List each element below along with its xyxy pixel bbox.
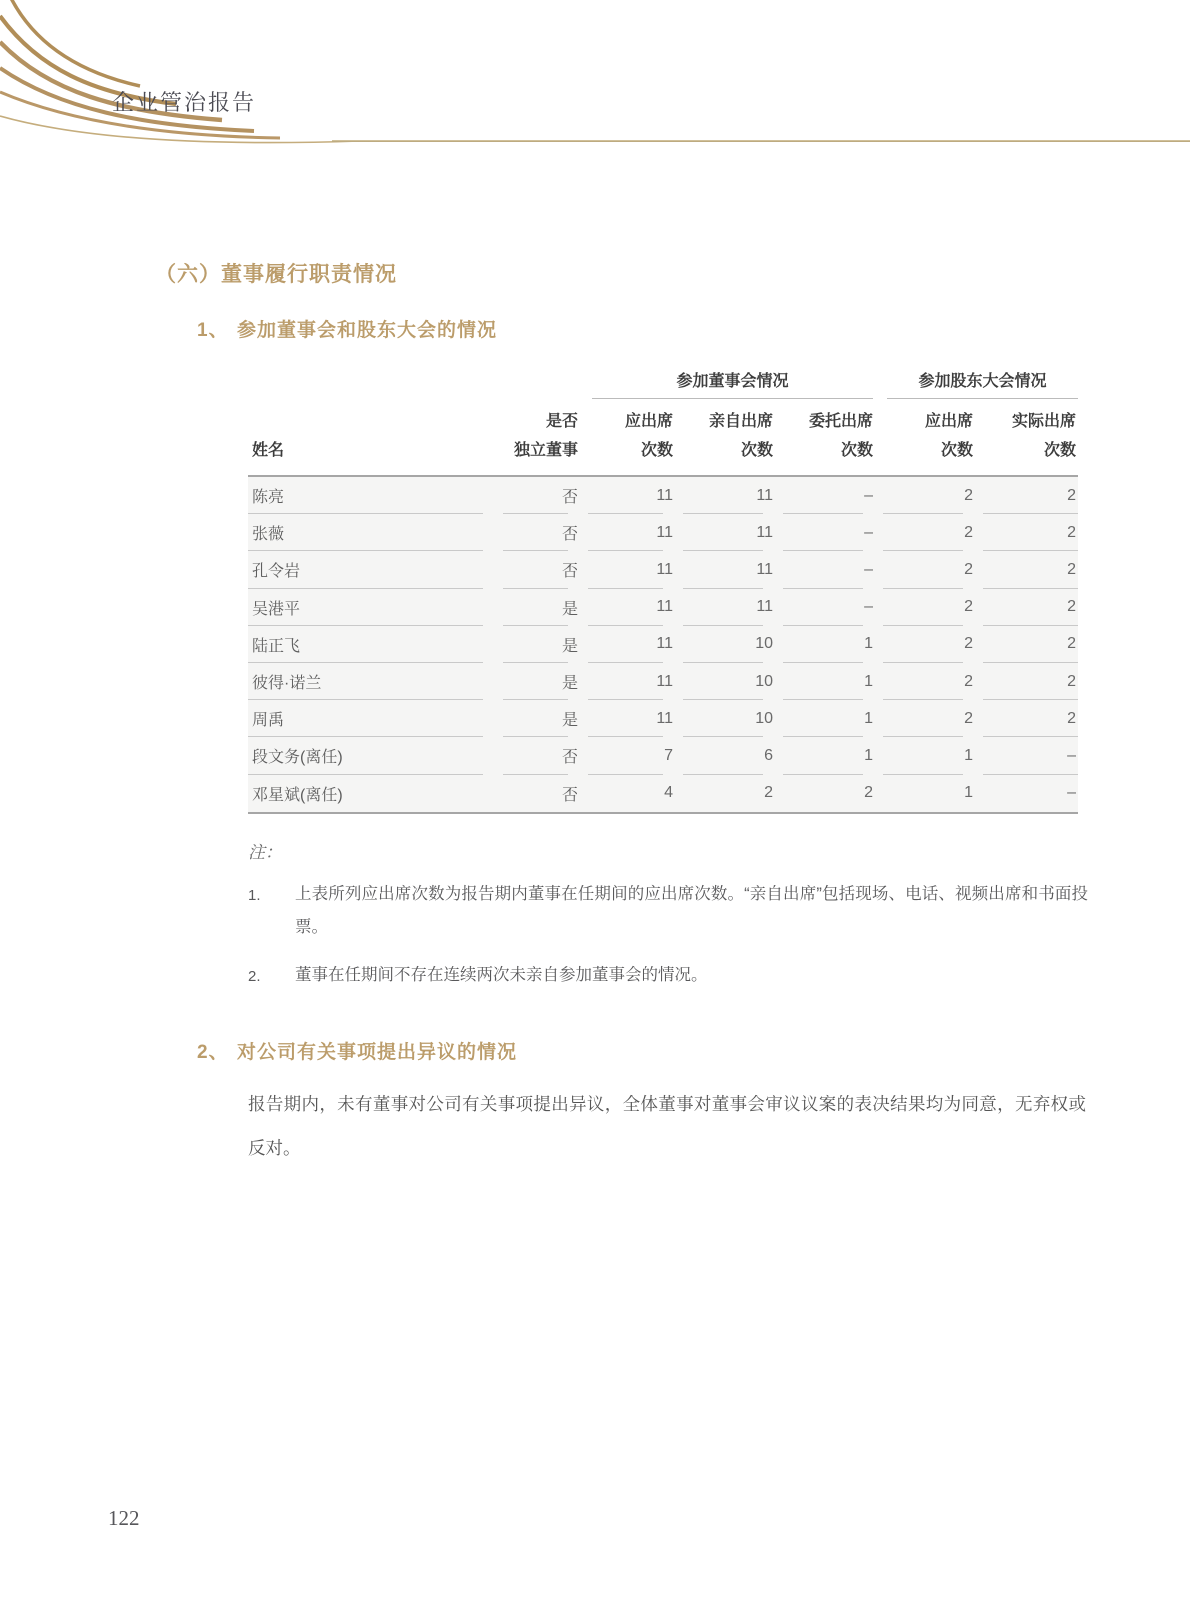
- director-name-cell: 段文务(离任): [248, 737, 493, 774]
- subsection-2-number: 2、: [197, 1041, 229, 1063]
- col-header-name: [248, 436, 493, 465]
- value-cell: 1: [773, 626, 873, 663]
- value-cell: 11: [673, 589, 773, 626]
- table-row: [248, 775, 1078, 812]
- main-content: [155, 258, 1090, 1170]
- subsection-2-heading: [197, 1037, 1090, 1064]
- director-name-cell: 周禹: [248, 700, 493, 737]
- col-header-line1: 委托出席: [808, 413, 873, 430]
- subsection-1-title: 参加董事会和股东大会的情况: [237, 320, 498, 341]
- table-column-header-row: [248, 399, 1078, 475]
- col-header-board-inperson: [673, 407, 773, 465]
- value-cell: 2: [873, 477, 973, 514]
- value-cell: 7: [578, 737, 673, 774]
- director-name-cell: 吴港平: [248, 589, 493, 626]
- value-cell: 1: [773, 663, 873, 700]
- note-text: 上表所列应出席次数为报告期内董事在任期间的应出席次数。“亲自出席”包括现场、电话、视频出席和书面投票。: [295, 884, 1088, 936]
- value-cell: 6: [673, 737, 773, 774]
- table-body: [248, 475, 1078, 814]
- value-cell: 否: [493, 477, 578, 514]
- col-header-sh-actual: [973, 407, 1078, 465]
- director-name-cell: 邓星斌(离任): [252, 786, 343, 804]
- notes-section: [248, 838, 1088, 993]
- value-cell: 11: [673, 514, 773, 551]
- table-row: [248, 551, 1078, 588]
- table-row: [248, 663, 1078, 700]
- col-header-line1: 亲自出席: [708, 413, 773, 430]
- value-cell: –: [973, 737, 1078, 774]
- header-divider: [332, 140, 1190, 142]
- subsection-2-paragraph: 报告期内，未有董事对公司有关事项提出异议，全体董事对董事会审议议案的表决结果均为同意，无弃权或反对。: [248, 1093, 1086, 1158]
- group-header-shareholders: 参加股东大会情况: [887, 367, 1078, 399]
- value-cell: 是: [493, 626, 578, 663]
- value-cell: 10: [673, 626, 773, 663]
- table-row: [248, 737, 1078, 774]
- director-name-cell: 陈亮: [248, 477, 493, 514]
- value-cell: 2: [973, 589, 1078, 626]
- value-cell: –: [773, 589, 873, 626]
- value-cell: 是: [493, 589, 578, 626]
- table-row: [248, 589, 1078, 626]
- col-header-line2: 次数: [940, 442, 973, 459]
- value-cell: 11: [578, 551, 673, 588]
- col-header-line2: 姓名: [252, 442, 285, 459]
- col-header-line1: 应出席: [624, 413, 673, 430]
- value-cell: 11: [578, 477, 673, 514]
- note-text: 董事在任期间不存在连续两次未亲自参加董事会的情况。: [295, 965, 708, 984]
- col-header-line1: 是否: [545, 413, 578, 430]
- value-cell: 否: [493, 737, 578, 774]
- col-header-independent: [493, 407, 578, 465]
- col-header-line2: 次数: [1043, 442, 1076, 459]
- value-cell: 1: [773, 700, 873, 737]
- value-cell: 2: [864, 784, 873, 802]
- value-cell: 2: [873, 514, 973, 551]
- director-name-cell: 彼得·诺兰: [248, 663, 493, 700]
- value-cell: 否: [493, 514, 578, 551]
- director-name-cell: 孔令岩: [248, 551, 493, 588]
- subsection-2-title: 对公司有关事项提出异议的情况: [237, 1041, 518, 1063]
- value-cell: 11: [578, 589, 673, 626]
- note-number: 2.: [248, 967, 261, 985]
- notes-label: 注：: [248, 842, 282, 862]
- value-cell: 11: [578, 700, 673, 737]
- value-cell: 2: [973, 626, 1078, 663]
- table-row: [248, 700, 1078, 737]
- group-header-spacer: [248, 367, 578, 399]
- subsection-1-number: 1、: [197, 320, 229, 341]
- value-cell: 2: [764, 784, 773, 802]
- value-cell: 10: [673, 700, 773, 737]
- value-cell: 2: [873, 663, 973, 700]
- value-cell: 1: [873, 737, 973, 774]
- section-heading: （六）董事履行职责情况: [155, 263, 397, 286]
- director-name-cell: 陆正飞: [248, 626, 493, 663]
- table-row: [248, 477, 1078, 514]
- value-cell: 2: [973, 700, 1078, 737]
- note-number: 1.: [248, 886, 261, 904]
- page-number: 122: [108, 1506, 140, 1530]
- table-row: [248, 514, 1078, 551]
- value-cell: 11: [578, 626, 673, 663]
- value-cell: 11: [578, 663, 673, 700]
- value-cell: 2: [973, 477, 1078, 514]
- col-header-line2: 独立董事: [513, 442, 578, 459]
- note-item-1: [248, 878, 1088, 944]
- value-cell: 4: [664, 784, 673, 802]
- attendance-table: [248, 367, 1078, 814]
- director-name-cell: 张薇: [248, 514, 493, 551]
- value-cell: 2: [973, 551, 1078, 588]
- col-header-line2: 次数: [640, 442, 673, 459]
- value-cell: 否: [493, 551, 578, 588]
- col-header-line2: 次数: [840, 442, 873, 459]
- value-cell: –: [773, 514, 873, 551]
- col-header-board-proxy: [773, 407, 873, 465]
- col-header-sh-required: [873, 407, 973, 465]
- table-row: [248, 626, 1078, 663]
- value-cell: 2: [973, 663, 1078, 700]
- subsection-1-heading: [197, 315, 1090, 342]
- col-header-line1: 应出席: [924, 413, 973, 430]
- group-header-board: 参加董事会情况: [592, 367, 873, 399]
- value-cell: 是: [493, 663, 578, 700]
- value-cell: 11: [673, 477, 773, 514]
- value-cell: 10: [673, 663, 773, 700]
- value-cell: 2: [873, 551, 973, 588]
- value-cell: –: [1067, 784, 1076, 802]
- value-cell: 2: [873, 700, 973, 737]
- value-cell: 1: [773, 737, 873, 774]
- value-cell: 2: [873, 626, 973, 663]
- note-item-2: [248, 959, 1088, 993]
- col-header-board-required: [578, 407, 673, 465]
- value-cell: 是: [493, 700, 578, 737]
- gold-swoosh-icon: [0, 0, 360, 160]
- value-cell: 否: [561, 786, 578, 804]
- value-cell: 2: [973, 514, 1078, 551]
- doc-header-title: 企业管治报告: [112, 90, 257, 115]
- value-cell: –: [773, 551, 873, 588]
- col-header-line1: 实际出席: [1011, 413, 1076, 430]
- value-cell: 11: [673, 551, 773, 588]
- col-header-line2: 次数: [740, 442, 773, 459]
- table-group-header-row: [248, 367, 1078, 399]
- value-cell: 1: [964, 784, 973, 802]
- value-cell: 11: [578, 514, 673, 551]
- value-cell: –: [773, 477, 873, 514]
- value-cell: 2: [873, 589, 973, 626]
